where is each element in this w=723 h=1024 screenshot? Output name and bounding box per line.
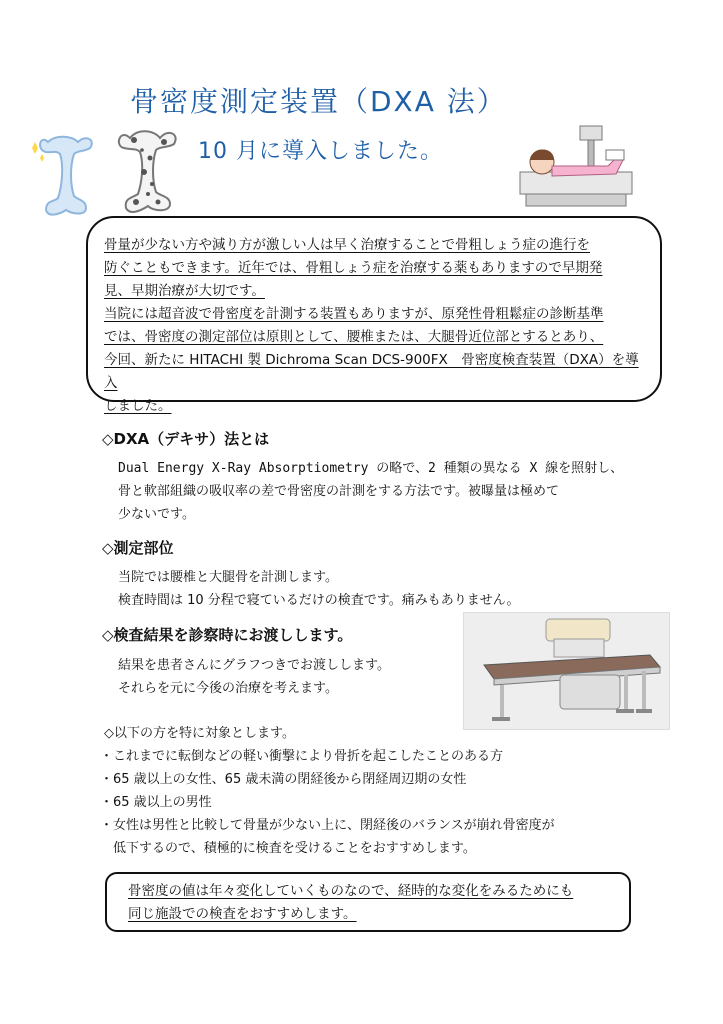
result-line: 結果を患者さんにグラフつきでお渡しします。: [118, 658, 390, 673]
list-item: ・65 歳以上の女性、65 歳未満の閉経後から閉経周辺期の女性: [100, 772, 467, 787]
page-title: 骨密度測定装置（DXA 法）: [130, 85, 507, 118]
note-text: [128, 880, 624, 926]
dxa-paragraph: [118, 457, 623, 526]
intro-line: しました。: [104, 398, 172, 414]
dxa-heading: ◇DXA（デキサ）法とは: [102, 430, 270, 448]
intro-line: 当院には超音波で骨密度を計測する装置もありますが、原発性骨粗鬆症の診断基準: [104, 306, 604, 322]
dxa-line: Dual Energy X-Ray Absorptiometry の略で、2 種類の異なる X 線を照射し、: [118, 461, 624, 476]
intro-line: 見、早期治療が大切です。: [104, 283, 265, 299]
dxa-line: 少ないです。: [118, 507, 195, 522]
intro-line: 骨量が少ない方や減り方が激しい人は早く治療することで骨粗しょう症の進行を: [104, 237, 590, 253]
list-item: ・女性は男性と比較して骨量が少ない上に、閉経後のバランスが崩れ骨密度が: [100, 818, 555, 833]
page-subtitle: 10 月に導入しました。: [198, 139, 443, 164]
osteoporosis-bone-icon: [106, 120, 190, 216]
intro-text: [104, 234, 652, 418]
result-paragraph: [118, 654, 390, 700]
note-line: 同じ施設での検査をおすすめします。: [128, 906, 357, 922]
result-line: それらを元に今後の治療を考えます。: [118, 681, 338, 696]
site-heading: ◇測定部位: [102, 539, 174, 557]
site-paragraph: [118, 566, 520, 612]
list-item: 低下するので、積極的に検査を受けることをおすすめします。: [100, 841, 476, 856]
result-heading: ◇検査結果を診察時にお渡しします。: [102, 626, 353, 644]
patient-scan-icon: [512, 120, 638, 212]
list-item: ・65 歳以上の男性: [100, 795, 212, 810]
intro-line: では、骨密度の測定部位は原則として、腰椎または、大腿骨近位部とするとあり、: [104, 329, 604, 345]
dxa-device-photo: [463, 612, 670, 730]
intro-line: 防ぐこともできます。近年では、骨粗しょう症を治療する薬もありますので早期発: [104, 260, 603, 276]
healthy-bone-icon: [26, 126, 106, 218]
note-line: 骨密度の値は年々変化していくものなので、経時的な変化をみるためにも: [128, 883, 574, 899]
site-line: 検査時間は 10 分程で寝ているだけの検査です。痛みもありません。: [118, 593, 520, 608]
site-line: 当院では腰椎と大腿骨を計測します。: [118, 570, 338, 585]
target-heading: ◇以下の方を特に対象とします。: [104, 726, 295, 741]
dxa-line: 骨と軟部組織の吸収率の差で骨密度の計測をする方法です。被曝量は極めて: [118, 484, 559, 499]
target-list: [100, 722, 555, 860]
list-item: ・これまでに転倒などの軽い衝撃により骨折を起こしたことのある方: [100, 749, 504, 764]
intro-line: 今回、新たに HITACHI 製 Dichroma Scan DCS-900FX 骨密度検査装置（DXA）を導入: [104, 352, 639, 391]
